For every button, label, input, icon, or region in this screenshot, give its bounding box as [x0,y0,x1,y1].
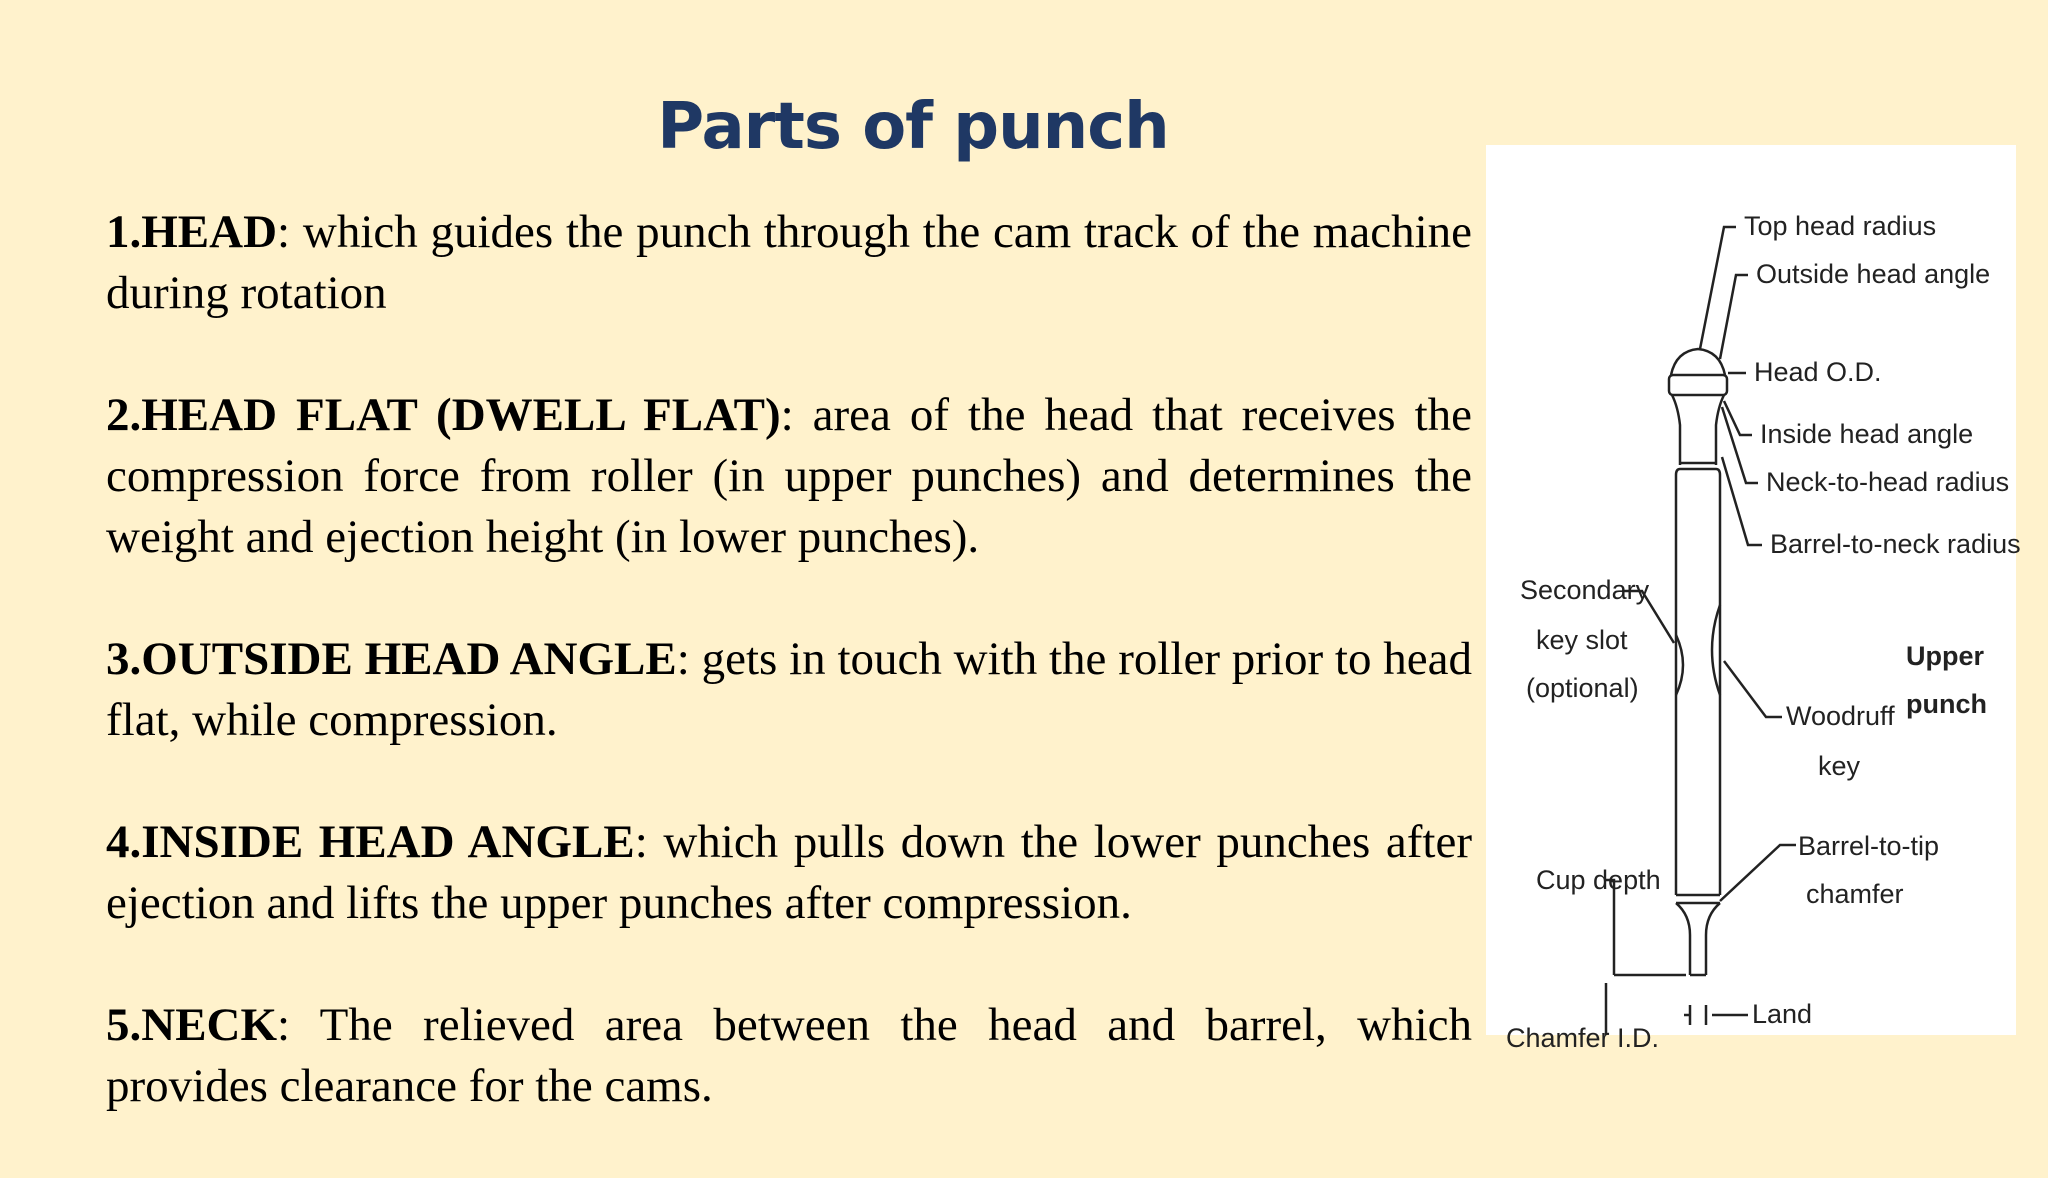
punch-diagram [1486,145,2021,1053]
leader-lines [1606,227,1796,1035]
term-neck: 5.NECK [106,999,278,1051]
punch-neck-right [1716,395,1724,465]
punch-barrel-top-left [1676,469,1680,475]
label-chamfer-id: Chamfer I.D. [1506,1023,1660,1053]
label-neck-to-head-radius: Neck-to-head radius [1766,467,2010,497]
label-cup-depth: Cup depth [1536,865,1661,895]
paragraph-head [106,202,1472,324]
punch-head [1669,375,1727,395]
label-secondary-key-slot-3: (optional) [1526,673,1639,703]
label-upper-punch-2: punch [1906,689,1987,719]
punch-tip-right [1706,903,1720,975]
punch-head-top [1671,349,1725,375]
desc-outside-head-angle: : gets in touch with the roller prior to head flat, while compression. [106,633,1473,746]
label-land: Land [1752,999,1813,1029]
paragraph-inside-head-angle [106,812,1472,934]
label-woodruff-key-1: Woodruff [1786,701,1895,731]
label-secondary-key-slot-2: key slot [1536,625,1628,655]
punch-shape [1669,349,1727,975]
desc-inside-head-angle: : which pulls down the lower punches after ejection and lifts the upper punches after compression. [106,816,1472,929]
label-inside-head-angle: Inside head angle [1760,419,1974,449]
desc-head: : which guides the punch through the cam track of the machine during rotation [106,206,1472,319]
desc-head-flat: : area of the head that receives the compression force from roller (in upper punches) and determines the weight and ejection height (in lower punches). [106,389,1472,563]
punch-barrel-top-right [1716,469,1720,475]
label-upper-punch-1: Upper [1906,641,1985,671]
label-outside-head-angle: Outside head angle [1756,259,1991,289]
slide-title: Parts of punch [657,90,1169,164]
desc-neck: : The relieved area between the head and barrel, which provides clearance for the cams. [106,999,1472,1112]
label-woodruff-key-2: key [1818,751,1861,781]
punch-tip-left [1676,903,1690,975]
label-barrel-to-tip-1: Barrel-to-tip [1798,831,1940,861]
punch-neck-left [1672,395,1680,465]
paragraph-outside-head-angle [106,629,1472,751]
paragraph-head-flat [106,385,1472,568]
label-barrel-to-neck-radius: Barrel-to-neck radius [1770,529,2021,559]
slide-content [106,202,1472,1178]
label-barrel-to-tip-2: chamfer [1806,879,1904,909]
label-head-od: Head O.D. [1754,357,1882,387]
punch-diagram-svg [1486,145,2021,1053]
paragraph-neck [106,995,1472,1117]
term-inside-head-angle: 4.INSIDE HEAD ANGLE [106,816,635,868]
term-head-flat: 2.HEAD FLAT (DWELL FLAT) [106,389,781,441]
label-secondary-key-slot-1: Secondary [1520,575,1650,605]
term-outside-head-angle: 3.OUTSIDE HEAD ANGLE [106,633,677,685]
label-top-head-radius: Top head radius [1744,211,1937,241]
term-head: 1.HEAD [106,206,278,258]
